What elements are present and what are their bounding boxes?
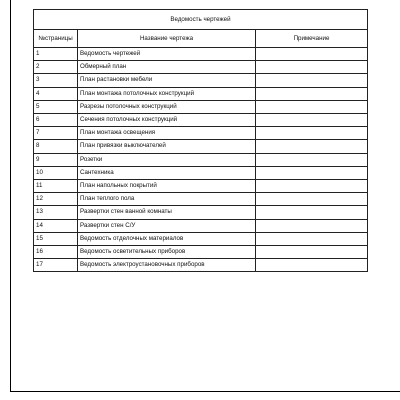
row-page-number: 4 — [34, 87, 78, 100]
row-drawing-name: План теплого пола — [78, 193, 256, 206]
row-note — [256, 166, 368, 179]
column-header-drawing-name: Название чертежа — [78, 30, 256, 48]
row-note — [256, 100, 368, 113]
row-page-number: 17 — [34, 259, 78, 272]
column-header-note: Примечание — [256, 30, 368, 48]
table-row — [34, 48, 368, 61]
row-page-number: 1 — [34, 48, 78, 61]
table-row — [34, 232, 368, 245]
row-note — [256, 153, 368, 166]
row-page-number: 5 — [34, 100, 78, 113]
row-drawing-name: План монтажа потолочных конструкций — [78, 87, 256, 100]
row-page-number: 2 — [34, 61, 78, 74]
table-header-row — [34, 30, 368, 48]
row-drawing-name: Ведомость чертежей — [78, 48, 256, 61]
row-drawing-name: План монтажа освещения — [78, 127, 256, 140]
table-row — [34, 219, 368, 232]
table-row — [34, 140, 368, 153]
row-note — [256, 206, 368, 219]
row-page-number: 7 — [34, 127, 78, 140]
row-note — [256, 180, 368, 193]
row-note — [256, 127, 368, 140]
row-page-number: 11 — [34, 180, 78, 193]
row-page-number: 10 — [34, 166, 78, 179]
row-note — [256, 74, 368, 87]
table-title: Ведомость чертежей — [34, 10, 368, 30]
row-note — [256, 140, 368, 153]
row-drawing-name: Сечения потолочных конструкций — [78, 114, 256, 127]
row-note — [256, 246, 368, 259]
table-title-row — [34, 10, 368, 30]
row-drawing-name: Развертки стен С/У — [78, 219, 256, 232]
table-row — [34, 246, 368, 259]
row-note — [256, 48, 368, 61]
table-row — [34, 206, 368, 219]
table-row — [34, 153, 368, 166]
row-note — [256, 259, 368, 272]
table-row — [34, 166, 368, 179]
row-note — [256, 61, 368, 74]
row-note — [256, 219, 368, 232]
row-drawing-name: Ведомость электроустановочных приборов — [78, 259, 256, 272]
row-page-number: 3 — [34, 74, 78, 87]
row-note — [256, 232, 368, 245]
row-drawing-name: Ведомость отделочных материалов — [78, 232, 256, 245]
row-note — [256, 87, 368, 100]
frame-border-bottom — [10, 391, 400, 392]
table-body — [34, 48, 368, 272]
table-row — [34, 180, 368, 193]
row-page-number: 8 — [34, 140, 78, 153]
row-page-number: 12 — [34, 193, 78, 206]
row-page-number: 13 — [34, 206, 78, 219]
row-drawing-name: Розетки — [78, 153, 256, 166]
table-row — [34, 127, 368, 140]
row-drawing-name: План напольных покрытий — [78, 180, 256, 193]
row-drawing-name: Сантехника — [78, 166, 256, 179]
row-page-number: 6 — [34, 114, 78, 127]
table-row — [34, 259, 368, 272]
table-row — [34, 61, 368, 74]
column-header-page-number: №страницы — [34, 30, 78, 48]
row-drawing-name: Разрезы потолочных конструкций — [78, 100, 256, 113]
row-drawing-name: Развертки стен ванной комнаты — [78, 206, 256, 219]
row-note — [256, 114, 368, 127]
row-drawing-name: План привязки выключателей — [78, 140, 256, 153]
frame-border-left — [10, 0, 11, 392]
row-page-number: 16 — [34, 246, 78, 259]
row-page-number: 9 — [34, 153, 78, 166]
row-page-number: 15 — [34, 232, 78, 245]
row-drawing-name: План растановки мебели — [78, 74, 256, 87]
table-row — [34, 114, 368, 127]
drawings-register-table — [33, 9, 368, 272]
row-note — [256, 193, 368, 206]
table-row — [34, 87, 368, 100]
table-row — [34, 74, 368, 87]
row-drawing-name: Ведомость осветительных приборов — [78, 246, 256, 259]
row-drawing-name: Обмерный план — [78, 61, 256, 74]
table-row — [34, 193, 368, 206]
table-row — [34, 100, 368, 113]
row-page-number: 14 — [34, 219, 78, 232]
